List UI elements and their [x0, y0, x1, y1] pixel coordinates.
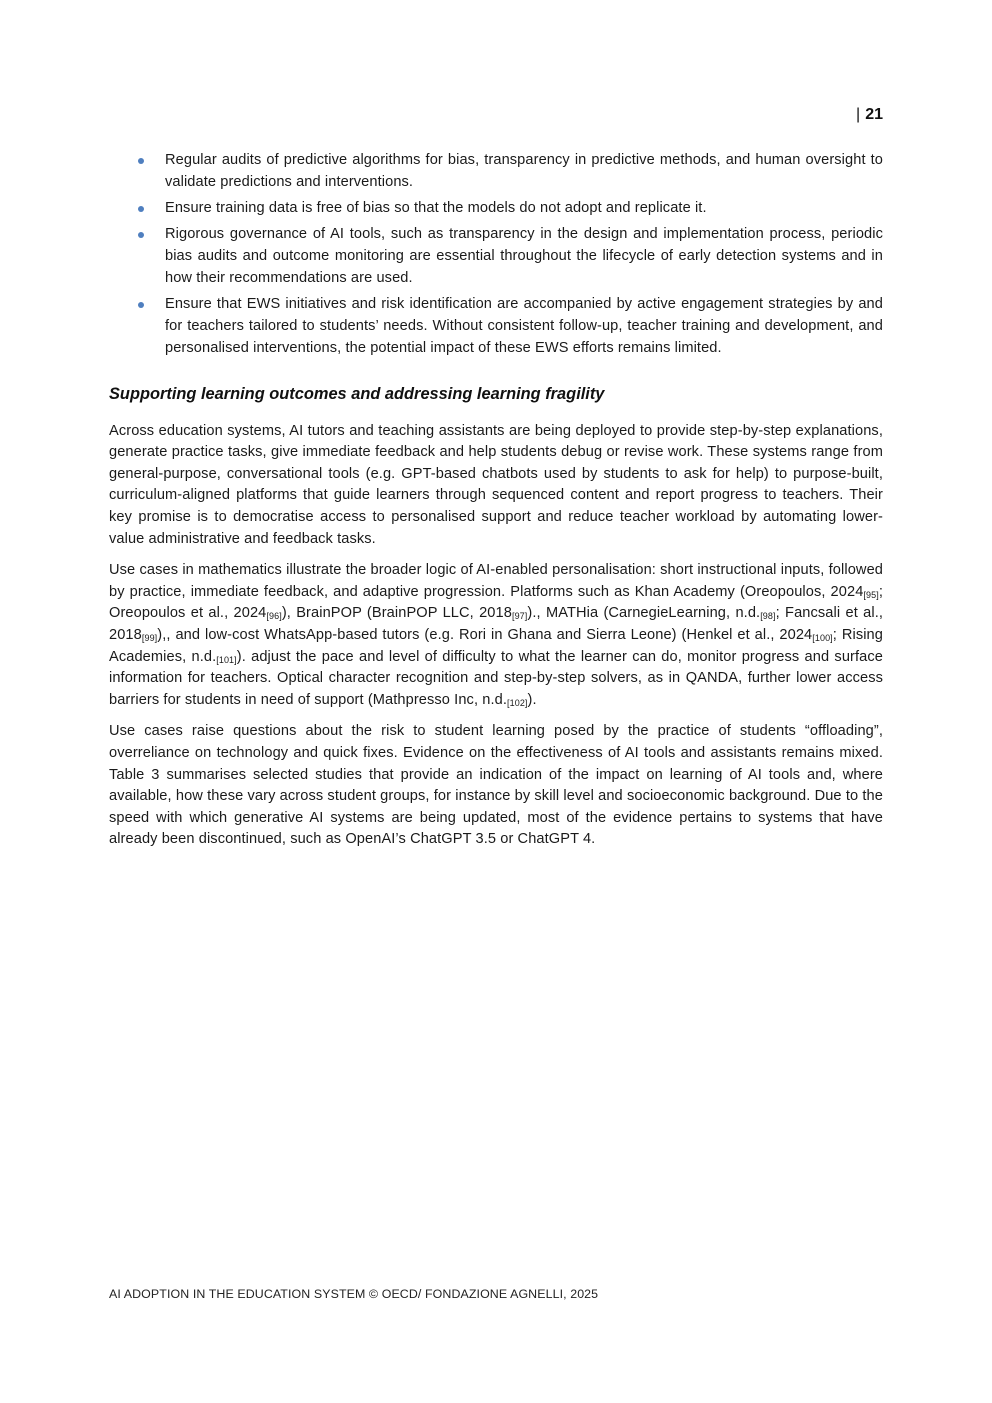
- list-item: [109, 294, 883, 359]
- bullet-icon: [138, 232, 144, 238]
- paragraph-math-use-cases: [109, 560, 883, 711]
- citation-ref[interactable]: [99]: [141, 633, 158, 644]
- text-run: Use cases in mathematics illustrate the broader logic of AI-enabled personalisation: short instructional inputs, followed by practice, immediate feedback, and adaptive progression. Platforms such as Khan Academy (Oreopoulos, 2024: [109, 562, 883, 600]
- citation-ref[interactable]: [96]: [266, 611, 282, 622]
- text-run: ; Rising Academies, n.d.: [109, 627, 883, 665]
- page-content: [109, 150, 883, 861]
- list-item-text: Ensure training data is free of bias so that the models do not adopt and replicate it.: [165, 200, 707, 217]
- citation-ref[interactable]: [97]: [511, 611, 528, 622]
- page-number-value: 21: [865, 106, 883, 123]
- section-heading: Supporting learning outcomes and addressing learning fragility: [109, 384, 605, 403]
- bullet-icon: [138, 302, 144, 308]
- citation-ref[interactable]: [102]: [507, 697, 528, 708]
- text-run: ),, and low-cost WhatsApp-based tutors (e.g. Rori in Ghana and Sierra Leone) (Henkel et al., 2024: [157, 627, 813, 644]
- list-item-text: Rigorous governance of AI tools, such as transparency in the design and implementation process, periodic bias audits and outcome monitoring are essential throughout the lifecycle of early detection systems and in how their recommendations are used.: [165, 226, 883, 286]
- page-number-separator: |: [856, 106, 861, 123]
- paragraph-ai-tutors: Across education systems, AI tutors and teaching assistants are being deployed to provide step-by-step explanations, generate practice tasks, give immediate feedback and help students debug or revise work. These systems range from general-purpose, conversational tools (e.g. GPT-based chatbots used by students to ask for help) to purpose-built, curriculum-aligned platforms that guide learners through sequenced content and report progress to teachers. Their key promise is to democratise access to personalised support and reduce teacher workload by automating lower-value administrative and feedback tasks.: [109, 422, 883, 547]
- bullet-icon: [138, 158, 144, 164]
- paragraph-evidence: Use cases raise questions about the risk to student learning posed by the practice of students “offloading”, overreliance on technology and quick fixes. Evidence on the effectiveness of AI tools and assistants remains mixed. Table 3 summarises selected studies that provide an indication of the impact on learning of AI tools and, where available, how these vary across student groups, for instance by skill level and socioeconomic background. Due to the speed with which generative AI systems are being updated, most of the evidence pertains to systems that have already been discontinued, such as OpenAI’s ChatGPT 3.5 or ChatGPT 4.: [109, 723, 883, 848]
- text-run: ; Oreopoulos et al., 2024: [109, 583, 883, 622]
- page-footer: AI ADOPTION IN THE EDUCATION SYSTEM © OECD/ FONDAZIONE AGNELLI, 2025: [109, 1287, 599, 1301]
- list-item: [109, 150, 883, 194]
- bullet-icon: [138, 206, 144, 212]
- text-run: ), BrainPOP (BrainPOP LLC, 2018: [281, 605, 512, 622]
- citation-ref[interactable]: [100]: [812, 633, 833, 644]
- text-run: ).: [527, 691, 537, 708]
- list-item: [109, 224, 883, 289]
- citation-ref[interactable]: [101]: [216, 654, 237, 665]
- recommendations-list: [109, 150, 883, 360]
- list-item: [109, 198, 883, 220]
- list-item-text: Ensure that EWS initiatives and risk identification are accompanied by active engagement strategies by and for teachers tailored to students’ needs. Without consistent follow-up, teacher training and development, and personalised interventions, the potential impact of these EWS efforts remains limited.: [165, 296, 883, 356]
- text-run: ). adjust the pace and level of difficulty to what the learner can do, monitor progress and surface information for teachers. Optical character recognition and step-by-step solvers, as in QANDA, further lower access barriers for students in need of support (Mathpresso Inc, n.d.: [109, 648, 883, 708]
- citation-ref[interactable]: [95]: [863, 589, 879, 600]
- list-item-text: Regular audits of predictive algorithms for bias, transparency in predictive methods, and human oversight to validate predictions and interventions.: [165, 152, 883, 190]
- citation-ref[interactable]: [98]: [760, 611, 776, 622]
- text-run: ; Fancsali et al., 2018: [109, 605, 883, 644]
- text-run: )., MATHia (CarnegieLearning, n.d.: [527, 605, 761, 622]
- page-number: [856, 106, 883, 124]
